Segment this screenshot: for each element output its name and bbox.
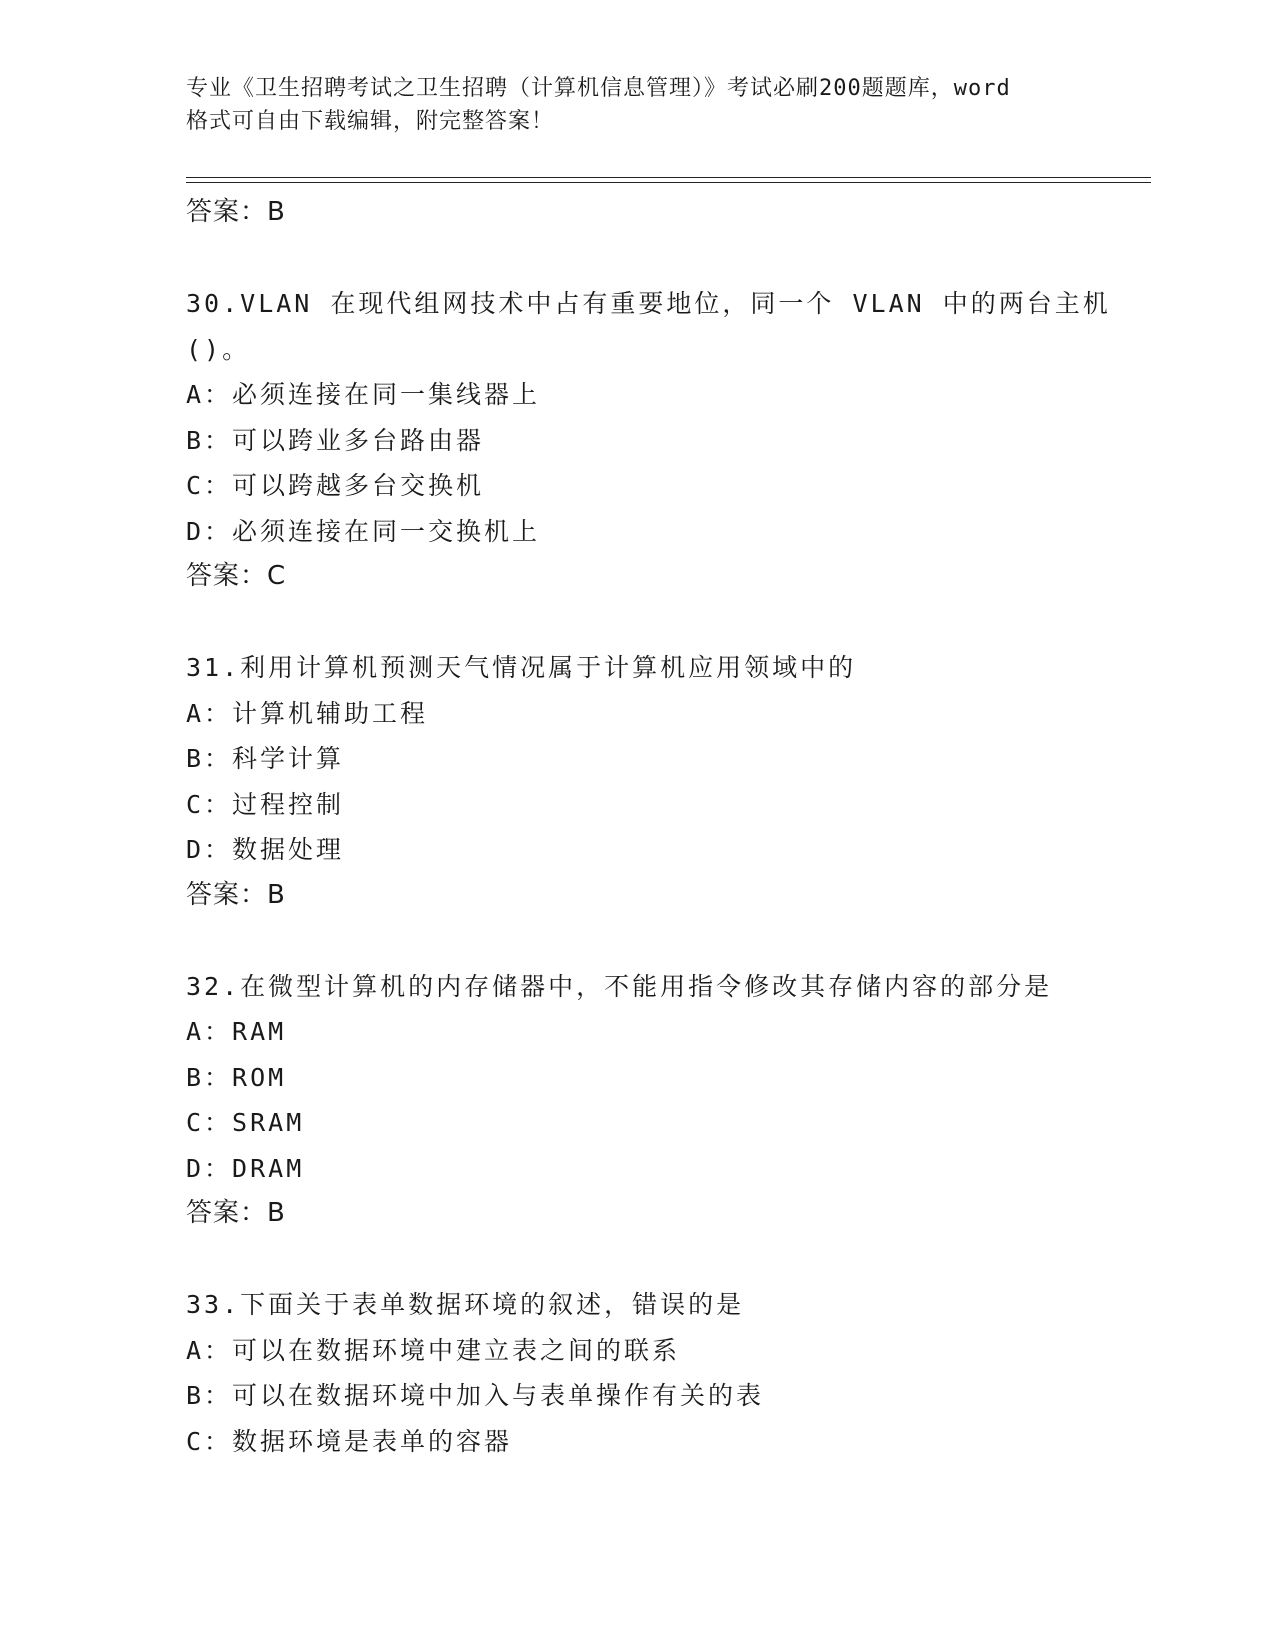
question-stem: 33.下面关于表单数据环境的叙述，错误的是: [186, 1290, 745, 1319]
header-line-1: 专业《卫生招聘考试之卫生招聘（计算机信息管理）》考试必刷200题题库，word: [186, 76, 1011, 101]
answer-line: 答案：B: [186, 879, 286, 910]
question-block-30: [186, 281, 1111, 600]
question-stem: 32.在微型计算机的内存储器中，不能用指令修改其存储内容的部分是: [186, 971, 1053, 1001]
spacer: [186, 918, 1106, 964]
option-d: D：数据处理: [186, 835, 345, 864]
question-stem-continued: ()。: [186, 334, 251, 364]
option-b: B：可以在数据环境中加入与表单操作有关的表: [186, 1381, 765, 1410]
spacer: [186, 236, 1106, 282]
spacer: [186, 600, 1106, 646]
option-b: B：科学计算: [186, 744, 345, 773]
header-divider-top: [186, 177, 1151, 178]
question-list: [186, 190, 1111, 1464]
spacer: [186, 1237, 1106, 1283]
option-c: C：数据环境是表单的容器: [186, 1426, 513, 1456]
option-a: A：可以在数据环境中建立表之间的联系: [186, 1335, 681, 1365]
answer-line: 答案：C: [186, 561, 287, 591]
option-a: A：必须连接在同一集线器上: [186, 380, 541, 409]
question-block-32: [186, 964, 1106, 1237]
document-header: [186, 72, 1086, 138]
option-c: C：SRAM: [186, 1108, 305, 1137]
option-c: C：可以跨越多台交换机: [186, 471, 485, 500]
header-line-2: 格式可自由下载编辑，附完整答案！: [186, 109, 555, 134]
question-stem: 31.利用计算机预测天气情况属于计算机应用领域中的: [186, 653, 857, 682]
answer-line: 答案：B: [186, 1198, 286, 1228]
option-d: D：DRAM: [186, 1153, 305, 1183]
option-c: C：过程控制: [186, 789, 345, 819]
question-block-31: [186, 645, 1106, 918]
option-b: B：可以跨业多台路由器: [186, 425, 485, 455]
option-a: A：RAM: [186, 1017, 287, 1046]
answer-line: 答案：B: [186, 197, 286, 227]
option-b: B：ROM: [186, 1062, 287, 1092]
header-divider-bottom: [186, 182, 1151, 183]
option-d: D：必须连接在同一交换机上: [186, 516, 541, 546]
option-a: A：计算机辅助工程: [186, 698, 429, 728]
question-block-33: [186, 1282, 1106, 1464]
question-stem: 30.VLAN 在现代组网技术中占有重要地位，同一个 VLAN 中的两台主机: [186, 289, 1111, 318]
